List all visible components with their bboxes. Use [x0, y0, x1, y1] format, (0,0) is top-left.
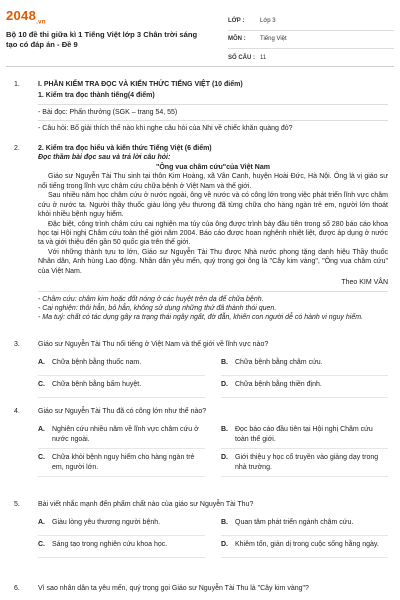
- question-6: [38, 584, 388, 593]
- option-a[interactable]: A. Nghiên cứu nhiều năm về lĩnh vực châm cứu ở nước ngoài.: [38, 421, 205, 449]
- header-divider: [6, 66, 394, 67]
- story-source: Theo KIM VÂN: [341, 279, 388, 287]
- question-4: [38, 407, 388, 477]
- options: [38, 514, 388, 558]
- option-a[interactable]: A. Giàu lòng yêu thương người bệnh.: [38, 514, 205, 536]
- question-number: 1.: [14, 81, 20, 88]
- question-1: [38, 80, 388, 134]
- meta-row-count: SỐ CÂU : 11: [228, 54, 267, 61]
- story-paragraph: Với những thành tựu to lớn, Giáo sư Nguyễn Tài Thu được Nhà nước phong tặng danh hiệu Thầy thuốc Nhân dân, Anh hùng Lao động. Nhân dân yêu mến, quý trọng gọi ông là "Cây kim vàng", "Ông vua châm cứu" của Việt Nam.: [38, 248, 388, 275]
- option-c[interactable]: C. Chữa bệnh bằng bấm huyệt.: [38, 376, 205, 398]
- question-3: [38, 340, 388, 398]
- question-2: [38, 144, 388, 323]
- option-c[interactable]: C. Chữa khỏi bệnh nguy hiểm cho hàng ngàn trẻ em, người lớn.: [38, 449, 205, 477]
- question-text: Giáo sư Nguyễn Tài Thu đã có công lớn như thế nào?: [38, 408, 207, 415]
- story-paragraph: Sau nhiều năm học châm cứu ở nước ngoài, ông về nước và có công lớn trong việc phát triển lĩnh vực châm cứu ở nước ta. Người thầy thuốc giàu lòng yêu thương đã từng chữa cho hàng ngàn trẻ em, người lớn thoát khỏi nhiều bệnh nguy hiểm.: [38, 192, 388, 219]
- sub-heading: 1. Kiểm tra đọc thành tiếng(4 điểm): [38, 92, 155, 100]
- story-paragraph: Đặc biệt, công trình châm cứu cai nghiện ma túy của ông được trình bày đầu tiên trong số 280 báo cáo khoa học tại Hội nghị Châm cứu toàn thế giới năm 2004. Báo cáo được hoan nghênh nhiệt liệt, được áp dụng ở nước ta và giới thiệu đến gần 50 quốc gia trên thế giới.: [38, 220, 388, 247]
- note-line: - Châm cứu: châm kim hoặc đốt nóng ở các huyệt trên da để chữa bệnh.: [38, 295, 264, 303]
- meta-row-subject: MÔN : Tiếng Việt: [228, 31, 394, 49]
- option-c[interactable]: C. Sáng tạo trong nghiên cứu khoa học.: [38, 536, 205, 558]
- note-line: - Ma tuý: chất có tác dụng gây ra trạng thái ngây ngất, đờ đẫn, khiến con người dễ có hành vi nguy hiểm.: [38, 314, 363, 322]
- question-number: 6.: [14, 585, 20, 592]
- meta-row-class: LỚP : Lớp 3: [228, 13, 394, 31]
- options: [38, 421, 388, 477]
- section-heading: 2. Kiểm tra đọc hiểu và kiến thức Tiếng Việt (6 điểm): [38, 145, 212, 152]
- story-title: "Ông vua châm cứu"của Việt Nam: [156, 163, 270, 171]
- question-number: 2.: [14, 145, 20, 152]
- option-a[interactable]: A. Chữa bệnh bằng thuốc nam.: [38, 354, 205, 376]
- divider: [38, 120, 388, 121]
- question-number: 3.: [14, 341, 20, 348]
- option-d[interactable]: D. Giới thiệu y học cổ truyền vào giảng dạy trong nhà trường.: [221, 449, 388, 477]
- question-text: Vì sao nhân dân ta yêu mến, quý trọng gọi Giáo sư Nguyễn Tài Thu là "Cây kim vàng"?: [38, 585, 309, 592]
- document-title: Bộ 10 đề thi giữa kì 1 Tiếng Việt lớp 3 Chân trời sáng tạo có đáp án - Đề 9: [6, 30, 198, 50]
- question-text: Bài viết nhắc mạnh đến phẩm chất nào của giáo sư Nguyễn Tài Thu?: [38, 501, 254, 508]
- option-d[interactable]: D. Chữa bệnh bằng thiền định.: [221, 376, 388, 398]
- option-b[interactable]: B. Chữa bệnh bằng châm cứu.: [221, 354, 388, 376]
- option-b[interactable]: B. Đọc báo cáo đầu tiên tại Hội nghị Châm cứu toàn thế giới.: [221, 421, 388, 449]
- story-paragraph: Giáo sư Nguyễn Tài Thu sinh tại thôn Kim Hoàng, xã Vân Canh, huyện Hoài Đức, Hà Nội. Ông là vị giáo sư nổi tiếng trong lĩnh vực châm cứu chữa bệnh ở Việt Nam và thế giới.: [38, 173, 388, 190]
- question-5: [38, 500, 388, 558]
- site-logo[interactable]: $2048_{.vn}$: [6, 8, 46, 26]
- instruction: Đọc thầm bài đọc sau và trả lời câu hỏi:: [38, 154, 171, 162]
- question-number: 5.: [14, 501, 20, 508]
- meta-table: [228, 13, 394, 67]
- question-number: 4.: [14, 408, 20, 415]
- section-heading: I. PHẦN KIỂM TRA ĐỌC VÀ KIẾN THỨC TIẾNG VIỆT (10 điểm): [38, 81, 243, 88]
- divider: [38, 291, 388, 292]
- question-text: Giáo sư Nguyễn Tài Thu nổi tiếng ở Việt Nam và thế giới về lĩnh vực nào?: [38, 341, 269, 348]
- reading-line: - Bài đọc: Phấn thưởng (SGK – trang 54, 55): [38, 108, 178, 116]
- question-line: - Câu hỏi: Bố giải thích thế nào khi nghe câu hỏi của Nhi về chiếc khăn quàng đỏ?: [38, 125, 293, 133]
- divider: [38, 104, 388, 105]
- note-line: - Cai nghiện: thôi hẳn, bỏ hẳn, không sử dụng những thứ đã thành thói quen.: [38, 305, 277, 312]
- header: [6, 8, 394, 65]
- option-b[interactable]: B. Quan tâm phát triển ngành châm cứu.: [221, 514, 388, 536]
- options: [38, 354, 388, 398]
- option-d[interactable]: D. Khiêm tốn, giản dị trong cuộc sống hằng ngày.: [221, 536, 388, 558]
